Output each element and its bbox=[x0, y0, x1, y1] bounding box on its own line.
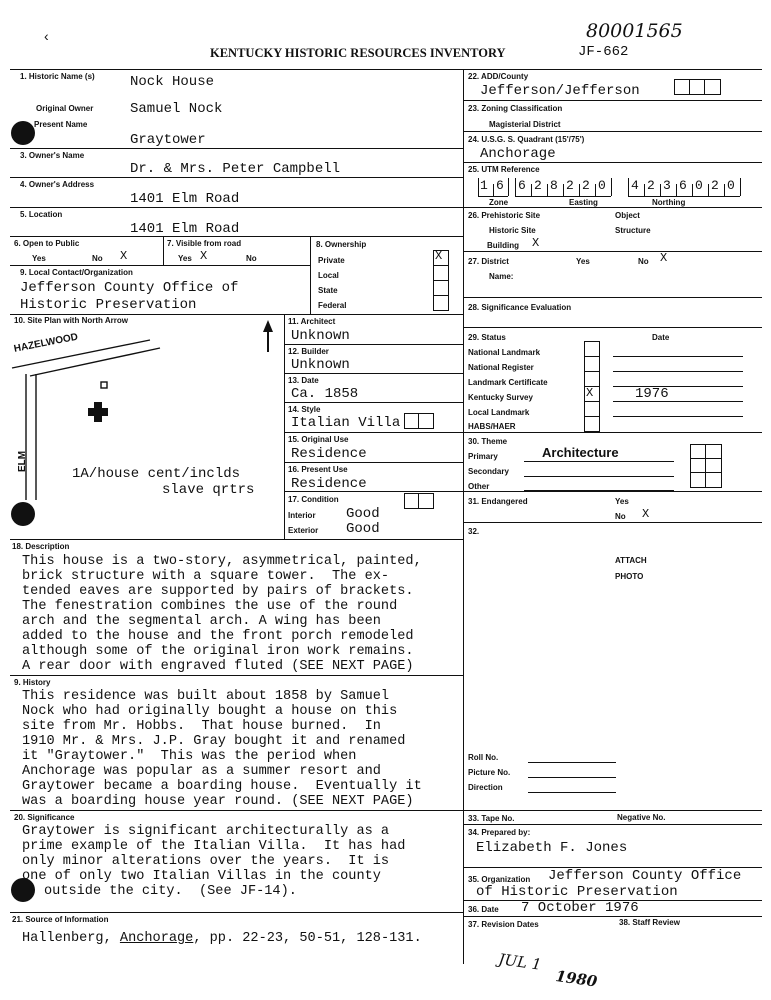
interior-value: Good bbox=[346, 506, 380, 522]
field-20-label: 20. Significance bbox=[14, 813, 75, 822]
history-line: Graytower became a boarding house. Eventually it bbox=[22, 779, 422, 794]
county-code-box bbox=[674, 79, 721, 95]
rule-10 bbox=[10, 314, 463, 315]
history-line: 1910 Mr. & Mrs. J.P. Gray bought it and renamed bbox=[22, 734, 406, 749]
utm-tick bbox=[547, 184, 548, 196]
local-contact-line1: Jefferson County Office of bbox=[20, 280, 239, 296]
district-yes: Yes bbox=[576, 257, 590, 266]
rule-r31 bbox=[463, 491, 762, 492]
source-prefix: Hallenberg, bbox=[22, 931, 120, 946]
source-title: Anchorage bbox=[119, 931, 194, 946]
historic-name-value: Nock House bbox=[130, 74, 215, 90]
present-name-value: Graytower bbox=[130, 132, 206, 148]
utm-tick bbox=[740, 178, 741, 196]
utm-tick bbox=[611, 178, 612, 196]
rule-v8 bbox=[310, 236, 311, 314]
rule-20 bbox=[10, 810, 463, 811]
rule-21 bbox=[10, 912, 463, 913]
add-county-value: Jefferson/Jefferson bbox=[480, 83, 640, 99]
status-checkbox[interactable] bbox=[584, 371, 600, 387]
theme-other-label: Other bbox=[468, 482, 490, 491]
field-8-label: 8. Ownership bbox=[316, 240, 367, 249]
field-1-label: 1. Historic Name (s) bbox=[20, 72, 95, 81]
field-13-label: 13. Date bbox=[288, 376, 319, 385]
utm-tick bbox=[579, 184, 580, 196]
kentucky-survey-date: 1976 bbox=[635, 386, 669, 402]
exterior-value: Good bbox=[346, 521, 380, 537]
builder-value: Unknown bbox=[291, 357, 350, 373]
history-line: was a boarding house year round. (SEE NEXT PAGE) bbox=[22, 794, 414, 809]
rule-r23 bbox=[463, 100, 762, 101]
rule-r26 bbox=[463, 207, 762, 208]
status-date-line bbox=[613, 386, 743, 387]
significance-line: outside the city. (See JF-14). bbox=[44, 884, 297, 899]
street-name-elm: ELM bbox=[17, 450, 28, 472]
photo-line bbox=[528, 762, 616, 763]
field-28-label: 28. Significance Evaluation bbox=[468, 303, 572, 312]
utm-digit: 2 bbox=[566, 178, 574, 193]
utm-tick bbox=[595, 184, 596, 196]
utm-digit: 0 bbox=[598, 178, 606, 193]
field-14-label: 14. Style bbox=[288, 405, 321, 414]
field-26-label: 26. Prehistoric Site bbox=[468, 211, 541, 220]
field-15-label: 15. Original Use bbox=[288, 435, 349, 444]
structure-label: Structure bbox=[615, 226, 651, 235]
field-4-label: 4. Owner's Address bbox=[20, 180, 95, 189]
field-18-label: 18. Description bbox=[12, 542, 70, 551]
utm-tick bbox=[708, 184, 709, 196]
historic-site-label: Historic Site bbox=[489, 226, 536, 235]
description-line: A rear door with engraved fluted (SEE NEXT PAGE) bbox=[22, 659, 414, 674]
status-kentucky-survey: Kentucky Survey bbox=[468, 393, 533, 402]
rule-top bbox=[10, 69, 762, 70]
form-title: KENTUCKY HISTORIC RESOURCES INVENTORY bbox=[210, 46, 506, 60]
endangered-no: No bbox=[615, 512, 626, 521]
object-label: Object bbox=[615, 211, 640, 220]
description-line: This house is a two-story, asymmetrical, painted, bbox=[22, 554, 422, 569]
status-national-landmark: National Landmark bbox=[468, 348, 541, 357]
prepared-by-value: Elizabeth F. Jones bbox=[476, 840, 628, 856]
organization-line2: of Historic Preservation bbox=[476, 884, 678, 900]
rule-13 bbox=[284, 373, 463, 374]
prepared-date-value: 7 October 1976 bbox=[521, 900, 639, 916]
field-17-label: 17. Condition bbox=[288, 495, 339, 504]
utm-tick bbox=[644, 184, 645, 196]
attach-label-1: ATTACH bbox=[615, 556, 647, 565]
date-stamp-month-day: JUL 1 bbox=[497, 950, 543, 974]
style-value: Italian Villa bbox=[291, 415, 401, 431]
utm-digit: 6 bbox=[679, 178, 687, 193]
history-line: Nock who had originally bought a house on this bbox=[22, 704, 398, 719]
utm-base bbox=[628, 196, 740, 197]
site-plan-note-1: 1A/house cent/inclds bbox=[72, 466, 241, 482]
picture-no-label: Picture No. bbox=[468, 768, 511, 777]
field-27-label: 27. District bbox=[468, 257, 509, 266]
field-3-label: 3. Owner's Name bbox=[20, 151, 85, 160]
utm-tick bbox=[676, 184, 677, 196]
description-line: arch and the segmental arch. A wing has been bbox=[22, 614, 381, 629]
ownership-local: Local bbox=[318, 271, 339, 280]
field-6-yes: Yes bbox=[32, 254, 46, 263]
rule-r33 bbox=[463, 810, 762, 811]
ownership-private-mark: X bbox=[435, 249, 443, 263]
site-plan-sketch bbox=[10, 318, 284, 538]
utm-tick bbox=[508, 178, 509, 196]
county-code-divider-1 bbox=[689, 79, 690, 94]
theme-grid-h bbox=[690, 458, 721, 459]
utm-digit: 2 bbox=[711, 178, 719, 193]
field-10-label: 10. Site Plan with North Arrow bbox=[14, 316, 128, 325]
significance-line: only minor alterations over the years. It is bbox=[22, 854, 390, 869]
field-31-label: 31. Endangered bbox=[468, 497, 528, 506]
field-5-label: 5. Location bbox=[20, 210, 63, 219]
utm-base bbox=[478, 196, 508, 197]
ownership-checkbox-local[interactable] bbox=[433, 265, 449, 281]
field-32-label: 32. bbox=[468, 527, 480, 536]
status-national-register: National Register bbox=[468, 363, 534, 372]
theme-line bbox=[524, 490, 674, 491]
field-6-mark: X bbox=[120, 249, 128, 263]
utm-digit: 1 bbox=[480, 178, 488, 193]
significance-line: one of only two Italian Villas in the county bbox=[22, 869, 381, 884]
utm-digit: 6 bbox=[496, 178, 504, 193]
date-stamp-year: 1980 bbox=[554, 967, 599, 991]
rule-12 bbox=[284, 344, 463, 345]
roll-no-label: Roll No. bbox=[468, 753, 499, 762]
utm-digit: 4 bbox=[631, 178, 639, 193]
utm-tick bbox=[724, 184, 725, 196]
district-no: No bbox=[638, 257, 649, 266]
rule-14 bbox=[284, 402, 463, 403]
handwritten-number: 80001565 bbox=[586, 20, 683, 42]
rule-18 bbox=[10, 539, 463, 540]
ownership-state: State bbox=[318, 286, 338, 295]
form-id: JF-662 bbox=[578, 44, 629, 60]
description-line: The fenestration combines the use of the round bbox=[22, 599, 398, 614]
theme-grid-h bbox=[690, 472, 721, 473]
status-date-line bbox=[613, 416, 743, 417]
district-name-label: Name: bbox=[489, 272, 514, 281]
utm-digit: 2 bbox=[582, 178, 590, 193]
site-plan-note-2: slave qrtrs bbox=[162, 482, 255, 498]
status-checkbox[interactable] bbox=[584, 356, 600, 372]
rule-19 bbox=[10, 675, 463, 676]
description-line: added to the house and the front porch remodeled bbox=[22, 629, 414, 644]
utm-tick bbox=[531, 184, 532, 196]
utm-digit: 3 bbox=[663, 178, 671, 193]
county-code-divider-2 bbox=[704, 79, 705, 94]
field-11-label: 11. Architect bbox=[288, 317, 336, 326]
photo-line bbox=[528, 777, 616, 778]
field-37-label: 37. Revision Dates bbox=[468, 920, 539, 929]
rule-r30 bbox=[463, 432, 762, 433]
field-38-label: 38. Staff Review bbox=[619, 918, 680, 927]
field-16-label: 16. Present Use bbox=[288, 465, 348, 474]
status-date-line bbox=[613, 356, 743, 357]
source-suffix: , pp. 22-23, 50-51, 128-131. bbox=[193, 931, 422, 946]
field-23-label: 23. Zoning Classification bbox=[468, 104, 563, 113]
field-36-label: 36. Date bbox=[468, 905, 499, 914]
significance-line: prime example of the Italian Villa. It has had bbox=[22, 839, 406, 854]
description-line: although some of the original iron work remains. bbox=[22, 644, 414, 659]
field-34-label: 34. Prepared by: bbox=[468, 828, 531, 837]
rule-3 bbox=[10, 148, 463, 149]
field-35-label: 35. Organization bbox=[468, 875, 531, 884]
rule-r27 bbox=[463, 251, 762, 252]
field-30-label: 30. Theme bbox=[468, 437, 508, 446]
quadrant-value: Anchorage bbox=[480, 146, 556, 162]
field-21-label: 21. Source of Information bbox=[12, 915, 109, 924]
rule-r32 bbox=[463, 522, 762, 523]
location-value: 1401 Elm Road bbox=[130, 221, 240, 237]
rule-15 bbox=[284, 432, 463, 433]
utm-digit: 0 bbox=[727, 178, 735, 193]
status-checkbox[interactable] bbox=[584, 416, 600, 432]
rule-r29 bbox=[463, 327, 762, 328]
field-6-label: 6. Open to Public bbox=[14, 239, 80, 248]
utm-tick bbox=[692, 184, 693, 196]
condition-code-divider bbox=[418, 493, 419, 508]
utm-digit: 6 bbox=[518, 178, 526, 193]
kentucky-survey-mark: X bbox=[586, 386, 594, 400]
rule-5 bbox=[10, 207, 463, 208]
endangered-mark: X bbox=[642, 507, 650, 521]
field-7-no: No bbox=[246, 254, 257, 263]
field-25-label: 25. UTM Reference bbox=[468, 165, 540, 174]
ownership-checkbox-federal[interactable] bbox=[433, 295, 449, 311]
theme-primary-label: Primary bbox=[468, 452, 498, 461]
field-22-label: 22. ADD/County bbox=[468, 72, 529, 81]
ownership-checkbox-state[interactable] bbox=[433, 280, 449, 296]
history-line: This residence was built about 1858 by Samuel bbox=[22, 689, 390, 704]
description-line: tended eaves are supported by pairs of brackets. bbox=[22, 584, 414, 599]
rule-r25 bbox=[463, 162, 762, 163]
style-code-box bbox=[404, 413, 434, 429]
organization-line1: Jefferson County Office bbox=[548, 868, 742, 884]
utm-tick bbox=[628, 178, 629, 196]
history-line: it "Graytower." This was the period when bbox=[22, 749, 357, 764]
present-use-value: Residence bbox=[291, 476, 367, 492]
utm-digit: 8 bbox=[550, 178, 558, 193]
history-line: Anchorage was popular as a summer resort and bbox=[22, 764, 381, 779]
utm-base bbox=[515, 196, 611, 197]
house-marker bbox=[88, 402, 108, 422]
utm-tick bbox=[493, 184, 494, 196]
rule-v11 bbox=[284, 314, 285, 539]
attach-label-2: PHOTO bbox=[615, 572, 644, 581]
history-line: site from Mr. Hobbs. That house burned. In bbox=[22, 719, 381, 734]
condition-code-box bbox=[404, 493, 434, 509]
field-29-label: 29. Status bbox=[468, 333, 506, 342]
utm-easting-label: Easting bbox=[569, 198, 598, 207]
field-7-mark: X bbox=[200, 249, 208, 263]
utm-digit: 2 bbox=[647, 178, 655, 193]
utm-zone-label: Zone bbox=[489, 198, 509, 207]
rule-r28 bbox=[463, 297, 762, 298]
field-19-label: 9. History bbox=[14, 678, 51, 687]
owner-address-value: 1401 Elm Road bbox=[130, 191, 240, 207]
owner-name-value: Dr. & Mrs. Peter Campbell bbox=[130, 161, 341, 177]
utm-tick bbox=[660, 184, 661, 196]
status-date-label: Date bbox=[652, 333, 670, 342]
building-mark: X bbox=[532, 236, 540, 250]
field-6-no: No bbox=[92, 254, 103, 263]
interior-label: Interior bbox=[288, 511, 316, 520]
rule-r24 bbox=[463, 131, 762, 132]
theme-grid-v bbox=[705, 444, 706, 487]
theme-secondary-label: Secondary bbox=[468, 467, 509, 476]
present-name-label: Present Name bbox=[34, 120, 88, 129]
source-value bbox=[22, 931, 422, 946]
original-use-value: Residence bbox=[291, 446, 367, 462]
ownership-private: Private bbox=[318, 256, 345, 265]
exterior-label: Exterior bbox=[288, 526, 319, 535]
style-code-divider bbox=[418, 413, 419, 428]
rule-9 bbox=[10, 265, 310, 266]
date-value: Ca. 1858 bbox=[291, 386, 359, 402]
field-24-label: 24. U.S.G. S. Quadrant (15'/75') bbox=[468, 135, 585, 144]
endangered-yes: Yes bbox=[615, 497, 629, 506]
hazelwood-road-line-2 bbox=[30, 348, 160, 376]
utm-tick bbox=[515, 178, 516, 196]
original-owner-label: Original Owner bbox=[36, 104, 94, 113]
rule-v6 bbox=[163, 236, 164, 266]
status-date-line bbox=[613, 371, 743, 372]
rule-16 bbox=[284, 462, 463, 463]
rule-r37 bbox=[463, 916, 762, 917]
field-7-label: 7. Visible from road bbox=[167, 239, 242, 248]
original-owner-value: Samuel Nock bbox=[130, 101, 223, 117]
field-12-label: 12. Builder bbox=[288, 347, 329, 356]
utm-digit: 0 bbox=[695, 178, 703, 193]
utm-digit: 2 bbox=[534, 178, 542, 193]
negative-no-label: Negative No. bbox=[617, 813, 666, 822]
photo-line bbox=[528, 792, 616, 793]
theme-primary-value: Architecture bbox=[542, 445, 619, 460]
status-local-landmark: Local Landmark bbox=[468, 408, 530, 417]
north-arrow-head bbox=[263, 320, 273, 332]
magisterial-district-label: Magisterial District bbox=[489, 120, 561, 129]
field-9-label: 9. Local Contact/Organization bbox=[20, 268, 133, 277]
direction-label: Direction bbox=[468, 783, 503, 792]
form-header bbox=[0, 0, 771, 70]
description-line: brick structure with a square tower. The ex- bbox=[22, 569, 390, 584]
utm-tick bbox=[563, 184, 564, 196]
status-landmark-certificate: Landmark Certificate bbox=[468, 378, 548, 387]
corner-mark: ‹ bbox=[44, 28, 49, 44]
center-divider bbox=[463, 69, 464, 964]
utm-northing-label: Northing bbox=[652, 198, 686, 207]
theme-line bbox=[524, 461, 674, 462]
status-checkbox[interactable] bbox=[584, 341, 600, 357]
theme-code-grid bbox=[690, 444, 722, 488]
field-33-label: 33. Tape No. bbox=[468, 814, 515, 823]
ownership-federal: Federal bbox=[318, 301, 347, 310]
field-7-yes: Yes bbox=[178, 254, 192, 263]
significance-line: Graytower is significant architecturally as a bbox=[22, 824, 390, 839]
street-name-hazelwood: HAZELWOOD bbox=[13, 331, 79, 355]
rule-r34 bbox=[463, 824, 762, 825]
status-checkbox[interactable] bbox=[584, 401, 600, 417]
district-mark: X bbox=[660, 251, 668, 265]
utm-tick bbox=[478, 178, 479, 196]
status-date-line bbox=[613, 401, 743, 402]
rule-4 bbox=[10, 177, 463, 178]
building-label: Building bbox=[487, 241, 519, 250]
punch-hole-1 bbox=[11, 121, 35, 145]
outbuilding-marker bbox=[101, 382, 107, 388]
local-contact-line2: Historic Preservation bbox=[20, 297, 197, 313]
theme-line bbox=[524, 476, 674, 477]
architect-value: Unknown bbox=[291, 328, 350, 344]
status-habs-haer: HABS/HAER bbox=[468, 422, 516, 431]
